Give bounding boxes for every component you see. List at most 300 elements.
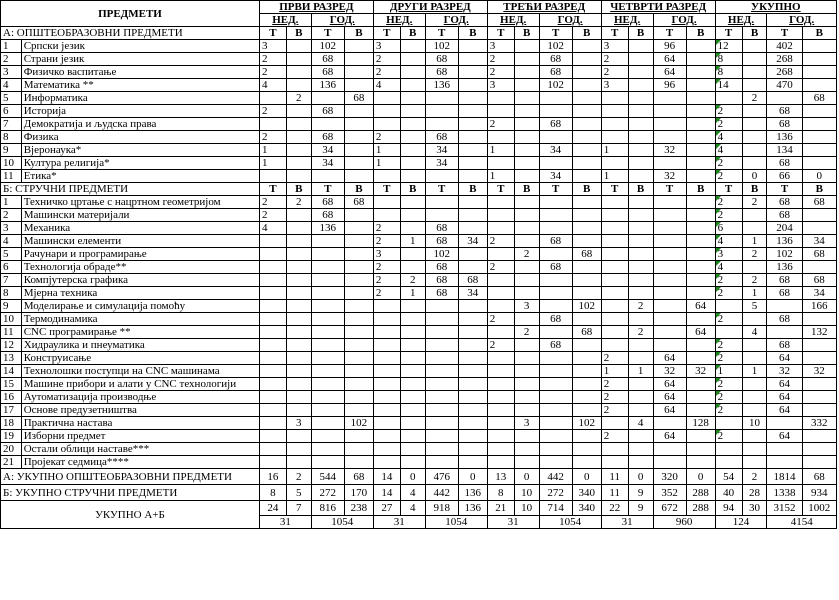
row-number: 4	[1, 79, 22, 92]
value-cell	[628, 131, 653, 144]
value-cell	[400, 118, 425, 131]
value-cell	[487, 391, 514, 404]
row-number: 8	[1, 131, 22, 144]
value-cell: 68	[539, 235, 572, 248]
value-cell	[458, 300, 487, 313]
value-cell	[601, 274, 628, 287]
value-cell: 2	[601, 378, 628, 391]
total-value: 9	[628, 485, 653, 501]
value-cell	[628, 92, 653, 105]
value-cell: 3	[601, 79, 628, 92]
value-cell	[458, 352, 487, 365]
theory-col-header: Т	[601, 27, 628, 40]
value-cell: 2	[373, 131, 400, 144]
value-cell	[286, 339, 311, 352]
value-cell	[539, 326, 572, 339]
value-cell: 102	[344, 417, 373, 430]
value-cell	[344, 443, 373, 456]
value-cell	[572, 339, 601, 352]
value-cell	[458, 79, 487, 92]
value-cell: 2	[487, 66, 514, 79]
total-value: 0	[458, 469, 487, 485]
value-cell	[742, 339, 767, 352]
practice-col-header: В	[400, 183, 425, 196]
value-cell: 1	[400, 287, 425, 300]
total-row	[1, 469, 837, 485]
value-cell: 2	[715, 313, 742, 326]
value-cell	[572, 209, 601, 222]
value-cell: 136	[311, 79, 344, 92]
value-cell	[572, 170, 601, 183]
value-cell: 34	[425, 144, 458, 157]
value-cell	[373, 391, 400, 404]
value-cell	[514, 92, 539, 105]
value-cell: 32	[802, 365, 836, 378]
value-cell	[628, 378, 653, 391]
grand-sum-value: 960	[653, 516, 715, 529]
value-cell: 136	[425, 79, 458, 92]
value-cell	[458, 339, 487, 352]
value-cell	[400, 443, 425, 456]
value-cell	[458, 118, 487, 131]
subject-row	[1, 443, 837, 456]
value-cell	[686, 144, 715, 157]
value-cell	[400, 209, 425, 222]
total-value: 340	[572, 485, 601, 501]
grand-value: 10	[514, 501, 539, 516]
value-cell: 1	[601, 365, 628, 378]
total-value: 28	[742, 485, 767, 501]
value-cell: 64	[767, 378, 802, 391]
value-cell	[311, 339, 344, 352]
value-cell	[514, 105, 539, 118]
value-cell	[286, 352, 311, 365]
value-cell: 34	[425, 157, 458, 170]
value-cell	[400, 170, 425, 183]
value-cell	[601, 443, 628, 456]
value-cell: 68	[311, 209, 344, 222]
value-cell	[653, 235, 686, 248]
total-value: 11	[601, 469, 628, 485]
subject-name: Култура религија*	[21, 157, 259, 170]
value-cell	[514, 456, 539, 469]
value-cell: 64	[686, 326, 715, 339]
subject-name: Технологија обраде**	[21, 261, 259, 274]
value-cell: 34	[802, 287, 836, 300]
value-cell	[572, 92, 601, 105]
subject-row	[1, 248, 837, 261]
value-cell	[487, 248, 514, 261]
value-cell	[311, 404, 344, 417]
value-cell: 4	[373, 79, 400, 92]
value-cell: 102	[425, 248, 458, 261]
value-cell: 14	[715, 79, 742, 92]
value-cell	[400, 79, 425, 92]
value-cell: 32	[767, 365, 802, 378]
value-cell: 2	[715, 170, 742, 183]
grand-value: 288	[686, 501, 715, 516]
value-cell: 1	[373, 157, 400, 170]
practice-col-header: В	[686, 183, 715, 196]
value-cell	[572, 313, 601, 326]
value-cell: 268	[767, 66, 802, 79]
value-cell	[458, 144, 487, 157]
value-cell	[286, 144, 311, 157]
grand-value: 136	[458, 501, 487, 516]
value-cell	[514, 274, 539, 287]
value-cell	[628, 430, 653, 443]
value-cell	[286, 131, 311, 144]
value-cell	[539, 300, 572, 313]
value-cell	[400, 339, 425, 352]
value-cell: 2	[259, 105, 286, 118]
practice-col-header: В	[458, 27, 487, 40]
value-cell	[344, 365, 373, 378]
subject-row	[1, 157, 837, 170]
value-cell	[653, 261, 686, 274]
subject-name: Хидраулика и пнеуматика	[21, 339, 259, 352]
value-cell: 8	[715, 66, 742, 79]
value-cell	[601, 261, 628, 274]
value-cell	[686, 378, 715, 391]
value-cell	[742, 79, 767, 92]
value-cell	[653, 287, 686, 300]
value-cell	[373, 365, 400, 378]
row-number: 21	[1, 456, 22, 469]
value-cell: 68	[767, 313, 802, 326]
value-cell: 2	[601, 66, 628, 79]
value-cell	[514, 79, 539, 92]
subject-name: Техничко цртање с нацртном геометријом	[21, 196, 259, 209]
value-cell	[425, 430, 458, 443]
value-cell	[628, 66, 653, 79]
value-cell	[742, 313, 767, 326]
value-cell: 2	[487, 235, 514, 248]
total-value: 0	[572, 469, 601, 485]
row-number: 11	[1, 326, 22, 339]
value-cell: 68	[767, 118, 802, 131]
value-cell	[458, 105, 487, 118]
row-number: 9	[1, 300, 22, 313]
subject-name: Српски језик	[21, 40, 259, 53]
value-cell	[425, 339, 458, 352]
theory-col-header: Т	[259, 27, 286, 40]
value-cell	[259, 300, 286, 313]
value-cell	[487, 326, 514, 339]
value-cell	[400, 430, 425, 443]
value-cell	[425, 365, 458, 378]
grand-value: 714	[539, 501, 572, 516]
practice-col-header: В	[802, 27, 836, 40]
value-cell	[286, 274, 311, 287]
value-cell	[802, 339, 836, 352]
value-cell	[802, 53, 836, 66]
value-cell: 2	[601, 404, 628, 417]
value-cell	[514, 118, 539, 131]
total-value: 8	[487, 485, 514, 501]
value-cell	[259, 274, 286, 287]
subject-name: Компјутерска графика	[21, 274, 259, 287]
practice-col-header: В	[514, 27, 539, 40]
subject-name: Практична настава	[21, 417, 259, 430]
value-cell	[458, 313, 487, 326]
value-cell	[539, 222, 572, 235]
value-cell: 4	[715, 144, 742, 157]
value-cell: 34	[458, 235, 487, 248]
subject-row	[1, 131, 837, 144]
value-cell: 34	[458, 287, 487, 300]
value-cell: 3	[259, 40, 286, 53]
value-cell	[344, 105, 373, 118]
value-cell: 68	[767, 209, 802, 222]
value-cell: 68	[425, 222, 458, 235]
value-cell	[425, 300, 458, 313]
value-cell	[653, 339, 686, 352]
value-cell: 2	[487, 339, 514, 352]
value-cell	[487, 456, 514, 469]
practice-col-header: В	[344, 183, 373, 196]
subject-name: Вјеронаука*	[21, 144, 259, 157]
total-value: 14	[373, 485, 400, 501]
value-cell: 68	[802, 274, 836, 287]
value-cell	[686, 456, 715, 469]
row-number: 10	[1, 157, 22, 170]
total-value: 442	[425, 485, 458, 501]
theory-col-header: Т	[373, 183, 400, 196]
value-cell: 2	[373, 66, 400, 79]
value-cell: 68	[425, 235, 458, 248]
value-cell: 68	[458, 274, 487, 287]
value-cell: 166	[802, 300, 836, 313]
subject-row	[1, 261, 837, 274]
value-cell	[458, 456, 487, 469]
value-cell: 1	[259, 157, 286, 170]
value-cell	[259, 235, 286, 248]
subject-name: Моделирање и симулација помоћу	[21, 300, 259, 313]
value-cell	[311, 248, 344, 261]
value-cell	[344, 287, 373, 300]
value-cell	[767, 326, 802, 339]
value-cell	[344, 313, 373, 326]
value-cell: 136	[767, 261, 802, 274]
value-cell	[715, 300, 742, 313]
value-cell	[802, 118, 836, 131]
section-b-title: Б: СТРУЧНИ ПРЕДМЕТИ	[1, 183, 260, 196]
value-cell: 2	[742, 274, 767, 287]
value-cell: 10	[742, 417, 767, 430]
value-cell: 4	[259, 79, 286, 92]
subject-name: Демократија и људска права	[21, 118, 259, 131]
value-cell	[400, 53, 425, 66]
value-cell	[601, 157, 628, 170]
grand-sum-value: 31	[601, 516, 653, 529]
grand-sum-value: 4154	[767, 516, 837, 529]
subject-name: Пројекат седмица****	[21, 456, 259, 469]
subject-row	[1, 391, 837, 404]
value-cell: 66	[767, 170, 802, 183]
grand-value: 30	[742, 501, 767, 516]
theory-col-header: Т	[767, 27, 802, 40]
value-cell	[686, 196, 715, 209]
row-number: 16	[1, 391, 22, 404]
value-cell: 68	[802, 248, 836, 261]
total-row	[1, 485, 837, 501]
value-cell	[514, 261, 539, 274]
value-cell: 68	[802, 196, 836, 209]
value-cell	[425, 209, 458, 222]
value-cell	[311, 391, 344, 404]
value-cell	[311, 300, 344, 313]
value-cell	[628, 79, 653, 92]
value-cell: 68	[767, 157, 802, 170]
value-cell	[767, 300, 802, 313]
value-cell	[286, 66, 311, 79]
value-cell: 2	[715, 352, 742, 365]
value-cell	[400, 40, 425, 53]
value-cell	[802, 157, 836, 170]
practice-col-header: В	[802, 183, 836, 196]
value-cell	[601, 300, 628, 313]
value-cell	[514, 391, 539, 404]
value-cell	[653, 222, 686, 235]
value-cell	[514, 196, 539, 209]
value-cell: 1	[742, 235, 767, 248]
practice-col-header: В	[686, 27, 715, 40]
value-cell	[628, 53, 653, 66]
week-label: НЕД.	[715, 14, 767, 27]
value-cell: 68	[311, 105, 344, 118]
value-cell	[686, 40, 715, 53]
value-cell	[259, 261, 286, 274]
value-cell: 68	[767, 287, 802, 300]
value-cell: 32	[653, 365, 686, 378]
value-cell	[487, 417, 514, 430]
value-cell: 68	[539, 261, 572, 274]
subject-row	[1, 170, 837, 183]
value-cell: 2	[259, 196, 286, 209]
value-cell	[344, 326, 373, 339]
subject-row	[1, 79, 837, 92]
value-cell	[539, 430, 572, 443]
value-cell	[539, 352, 572, 365]
value-cell: 34	[311, 144, 344, 157]
value-cell: 128	[686, 417, 715, 430]
value-cell	[311, 261, 344, 274]
value-cell: 64	[653, 404, 686, 417]
value-cell	[628, 248, 653, 261]
value-cell	[286, 118, 311, 131]
value-cell	[425, 456, 458, 469]
subject-row	[1, 430, 837, 443]
subjects-header: ПРЕДМЕТИ	[1, 1, 260, 27]
value-cell	[373, 404, 400, 417]
value-cell: 4	[715, 235, 742, 248]
value-cell	[311, 313, 344, 326]
value-cell: 1	[742, 365, 767, 378]
value-cell	[572, 274, 601, 287]
value-cell	[259, 365, 286, 378]
value-cell	[767, 456, 802, 469]
value-cell	[400, 300, 425, 313]
value-cell	[400, 261, 425, 274]
value-cell: 136	[767, 131, 802, 144]
theory-col-header: Т	[539, 183, 572, 196]
subject-name: Физичко васпитање	[21, 66, 259, 79]
practice-col-header: В	[286, 27, 311, 40]
total-label: Б: УКУПНО СТРУЧНИ ПРЕДМЕТИ	[1, 485, 260, 501]
value-cell: 32	[653, 170, 686, 183]
value-cell: 3	[286, 417, 311, 430]
value-cell	[373, 378, 400, 391]
value-cell	[802, 430, 836, 443]
subject-row	[1, 144, 837, 157]
value-cell: 204	[767, 222, 802, 235]
value-cell	[572, 235, 601, 248]
value-cell	[539, 209, 572, 222]
value-cell	[572, 430, 601, 443]
value-cell: 2	[742, 92, 767, 105]
subject-name: Етика*	[21, 170, 259, 183]
value-cell: 2	[373, 287, 400, 300]
value-cell	[311, 365, 344, 378]
grand-value: 340	[572, 501, 601, 516]
value-cell	[802, 209, 836, 222]
value-cell	[344, 53, 373, 66]
theory-col-header: Т	[487, 27, 514, 40]
value-cell: 34	[802, 235, 836, 248]
row-number: 18	[1, 417, 22, 430]
value-cell	[572, 105, 601, 118]
value-cell	[572, 144, 601, 157]
value-cell	[686, 443, 715, 456]
value-cell	[373, 196, 400, 209]
subject-name: Историја	[21, 105, 259, 118]
grand-sum-value: 124	[715, 516, 767, 529]
grand-sum-value: 31	[487, 516, 539, 529]
value-cell	[259, 352, 286, 365]
value-cell	[601, 105, 628, 118]
grand-total-label: УКУПНО А+Б	[1, 501, 260, 529]
value-cell: 34	[539, 170, 572, 183]
practice-col-header: В	[572, 27, 601, 40]
year-label: ГОД.	[767, 14, 837, 27]
value-cell	[539, 443, 572, 456]
grand-value: 27	[373, 501, 400, 516]
value-cell: 68	[311, 131, 344, 144]
total-value: 442	[539, 469, 572, 485]
value-cell: 2	[715, 391, 742, 404]
value-cell	[767, 92, 802, 105]
total-header: УКУПНО	[715, 1, 836, 14]
value-cell	[344, 209, 373, 222]
year-label: ГОД.	[653, 14, 715, 27]
value-cell: 64	[653, 352, 686, 365]
value-cell	[601, 118, 628, 131]
total-value: 68	[802, 469, 836, 485]
value-cell	[259, 326, 286, 339]
value-cell	[286, 209, 311, 222]
value-cell	[628, 339, 653, 352]
value-cell	[458, 443, 487, 456]
value-cell	[539, 391, 572, 404]
value-cell	[373, 170, 400, 183]
value-cell	[601, 235, 628, 248]
subject-name: Мјерна техника	[21, 287, 259, 300]
value-cell: 68	[572, 248, 601, 261]
value-cell	[344, 274, 373, 287]
value-cell	[802, 79, 836, 92]
value-cell	[715, 92, 742, 105]
